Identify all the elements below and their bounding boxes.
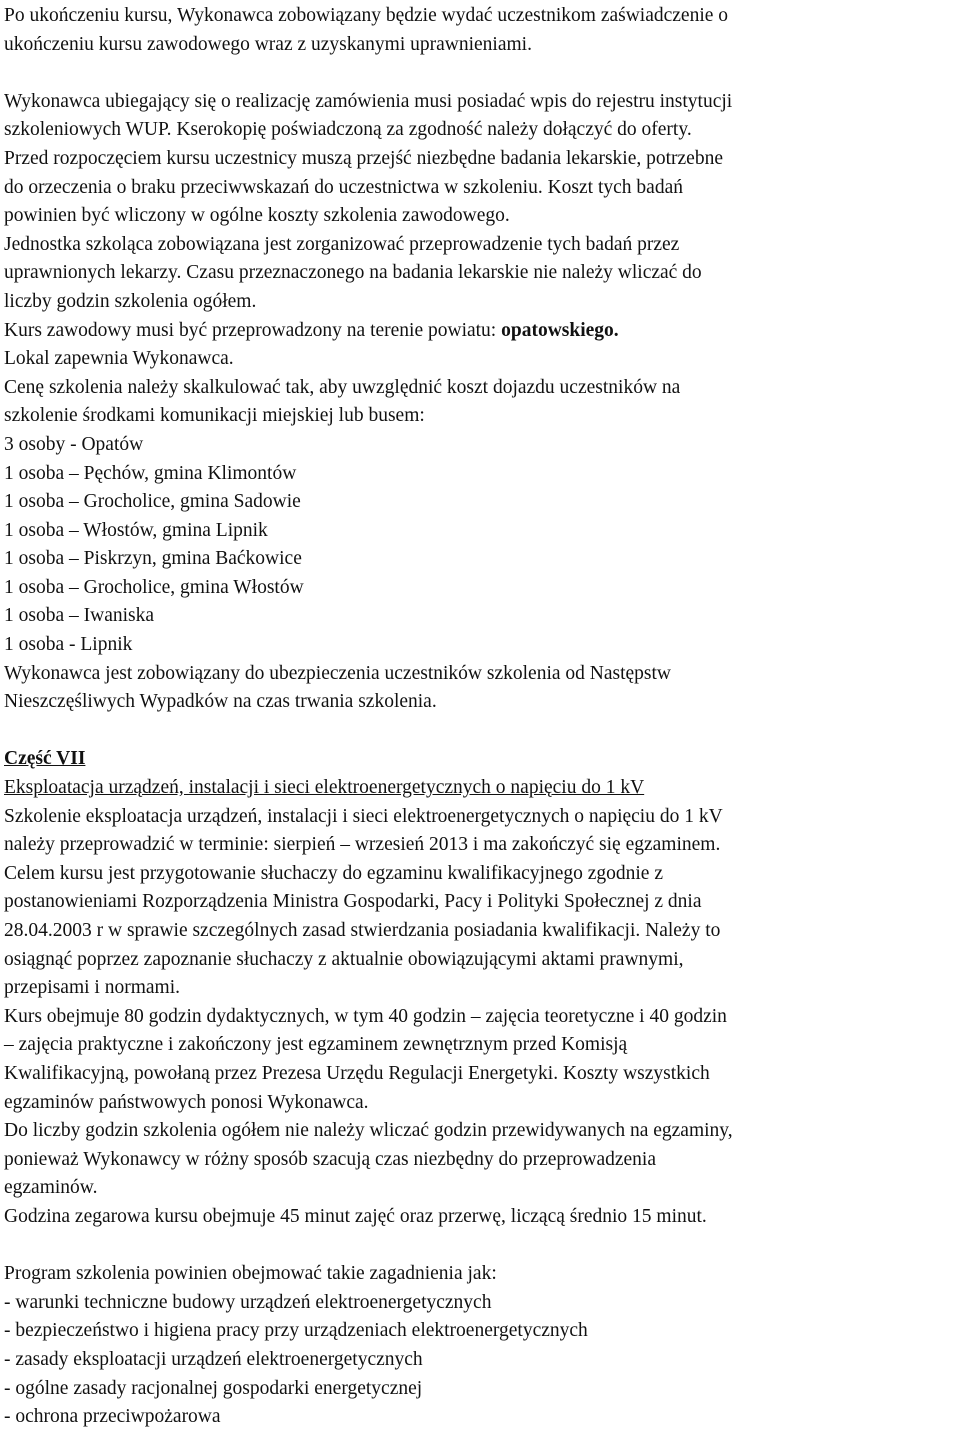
part-body-line: egzaminów państwowych ponosi Wykonawca. <box>4 1091 369 1113</box>
registry-line: Przed rozpoczęciem kursu uczestnicy muszą przejść niezbędne badania lekarskie, potrzebne <box>4 147 723 169</box>
participant-item: 1 osoba – Grocholice, gmina Włostów <box>4 576 304 598</box>
registry-line: do orzeczenia o braku przeciwwskazań do uczestnictwa w szkoleniu. Koszt tych badań <box>4 176 683 198</box>
part-body-line: Szkolenie eksploatacja urządzeń, instalacji i sieci elektroenergetycznych o napięciu do 1 kV <box>4 805 723 827</box>
part-body-line: Godzina zegarowa kursu obejmuje 45 minut zajęć oraz przerwę, liczącą średnio 15 minut. <box>4 1205 707 1227</box>
insurance-line: Wykonawca jest zobowiązany do ubezpieczenia uczestników szkolenia od Następstw <box>4 662 671 684</box>
spacer <box>4 717 954 746</box>
part-body-line: – zajęcia praktyczne i zakończony jest egzaminem zewnętrznym przed Komisją <box>4 1034 628 1056</box>
registry-line: Jednostka szkoląca zobowiązana jest zorganizować przeprowadzenie tych badań przez <box>4 233 680 255</box>
participant-item: 1 osoba – Pęchów, gmina Klimontów <box>4 462 297 484</box>
participant-item: 3 osoby - Opatów <box>4 433 144 455</box>
part-heading: Część VII <box>4 748 86 770</box>
registry-line: szkoleniowych WUP. Kserokopię poświadczoną za zgodność należy dołączyć do oferty. <box>4 119 692 141</box>
participant-item: 1 osoba – Grocholice, gmina Sadowie <box>4 491 301 513</box>
program-item: - ochrona przeciwpożarowa <box>4 1406 221 1428</box>
program-item: - bezpieczeństwo i higiena pracy przy urządzeniach elektroenergetycznych <box>4 1320 588 1342</box>
participant-item: 1 osoba – Włostów, gmina Lipnik <box>4 519 268 541</box>
program-item: - zasady eksploatacji urządzeń elektroenergetycznych <box>4 1348 423 1370</box>
part-body-line: egzaminów. <box>4 1177 98 1199</box>
insurance-line: Nieszczęśliwych Wypadków na czas trwania szkolenia. <box>4 691 437 713</box>
text-line: Cenę szkolenia należy skalkulować tak, aby uwzględnić koszt dojazdu uczestników na <box>4 376 681 398</box>
part-body-line: Celem kursu jest przygotowanie słuchaczy do egzaminu kwalifikacyjnego zgodnie z <box>4 862 663 884</box>
registry-line: powinien być wliczony w ogólne koszty szkolenia zawodowego. <box>4 205 510 227</box>
participant-item: 1 osoba – Iwaniska <box>4 605 155 627</box>
registry-line: uprawnionych lekarzy. Czasu przeznaczonego na badania lekarskie nie należy wliczać do <box>4 262 702 284</box>
part-body-line: przepisami i normami. <box>4 977 180 999</box>
intro-line: ukończeniu kursu zawodowego wraz z uzyskanymi uprawnieniami. <box>4 33 532 55</box>
registry-line: Wykonawca ubiegający się o realizację zamówienia musi posiadać wpis do rejestru instytucji <box>4 90 733 112</box>
location-prefix: Kurs zawodowy musi być przeprowadzony na terenie powiatu: <box>4 319 502 341</box>
registry-line: liczby godzin szkolenia ogółem. <box>4 290 257 312</box>
part-body-line: Kurs obejmuje 80 godzin dydaktycznych, w tym 40 godzin – zajęcia teoretyczne i 40 godzin <box>4 1005 727 1027</box>
program-item: - ogólne zasady racjonalnej gospodarki energetycznej <box>4 1377 423 1399</box>
spacer <box>4 59 954 88</box>
location-line <box>4 317 954 346</box>
part-body-line: ponieważ Wykonawcy w różny sposób szacują czas niezbędny do przeprowadzenia <box>4 1148 657 1170</box>
part-body-line: 28.04.2003 r w sprawie szczególnych zasad stwierdzania posiadania kwalifikacji. Należy to <box>4 920 721 941</box>
program-item: - warunki techniczne budowy urządzeń elektroenergetycznych <box>4 1291 492 1313</box>
program-intro: Program szkolenia powinien obejmować takie zagadnienia jak: <box>4 1263 497 1285</box>
intro-line: Po ukończeniu kursu, Wykonawca zobowiązany będzie wydać uczestnikom zaświadczenie o <box>4 5 729 26</box>
spacer <box>4 1232 954 1261</box>
part-subheading: Eksploatacja urządzeń, instalacji i sieci elektroenergetycznych o napięciu do 1 kV <box>4 777 645 799</box>
part-body-line: osiągnąć poprzez zapoznanie słuchaczy z aktualnie obowiązującymi aktami prawnymi, <box>4 948 684 970</box>
part-body-line: postanowieniami Rozporządzenia Ministra Gospodarki, Pacy i Polityki Społecznej z dnia <box>4 891 702 913</box>
part-body-line: Do liczby godzin szkolenia ogółem nie należy wliczać godzin przewidywanych na egzaminy, <box>4 1120 733 1142</box>
part-body-line: należy przeprowadzić w terminie: sierpień – wrzesień 2013 i ma zakończyć się egzaminem. <box>4 834 721 856</box>
text-line: szkolenie środkami komunikacji miejskiej lub busem: <box>4 405 425 427</box>
text-line: Lokal zapewnia Wykonawca. <box>4 348 234 370</box>
part-body-line: Kwalifikacyjną, powołaną przez Prezesa Urzędu Regulacji Energetyki. Koszty wszystkich <box>4 1062 710 1084</box>
document-page <box>4 2 954 1432</box>
participant-item: 1 osoba – Piskrzyn, gmina Baćkowice <box>4 548 302 570</box>
participant-item: 1 osoba - Lipnik <box>4 634 133 656</box>
county-name: opatowskiego. <box>501 319 619 341</box>
